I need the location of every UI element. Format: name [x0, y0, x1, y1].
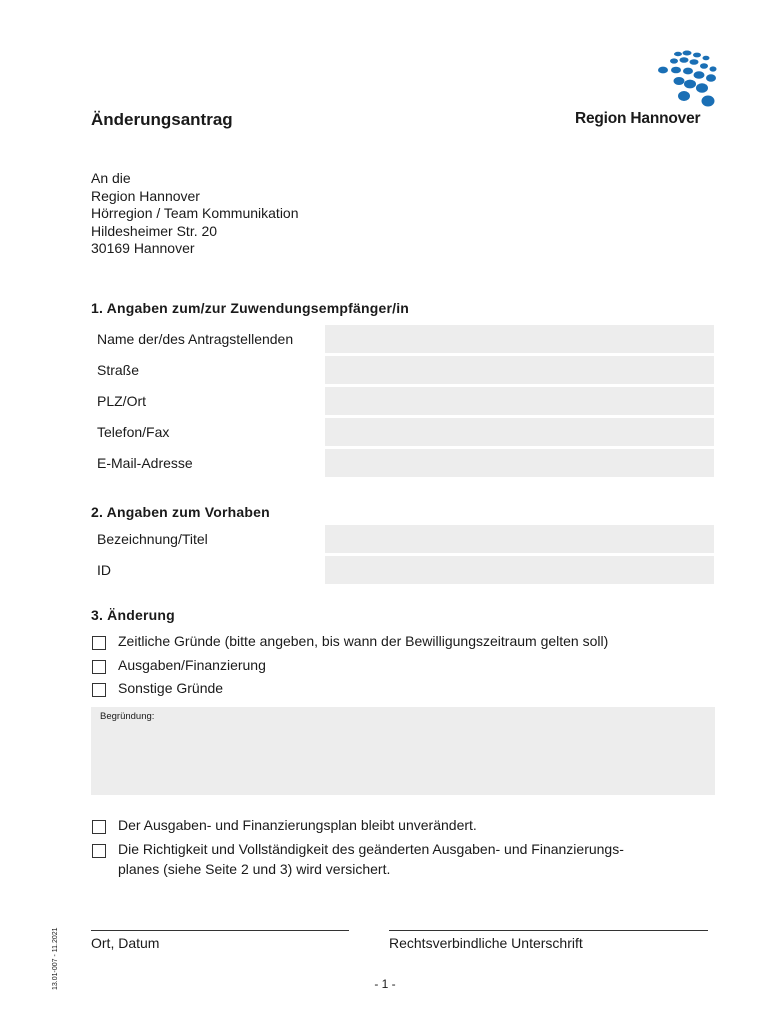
checkbox[interactable]: [92, 683, 106, 697]
page-number: - 1 -: [374, 977, 396, 991]
address-line: An die: [91, 170, 131, 186]
phone-fax-field[interactable]: [325, 418, 714, 446]
section1-heading: 1. Angaben zum/zur Zuwendungsempfänger/in: [91, 300, 410, 316]
field-label-street: Straße: [97, 362, 140, 378]
confirm-plan-unchanged[interactable]: [92, 818, 477, 835]
document-title: Änderungsantrag: [91, 110, 233, 129]
signature-line[interactable]: [389, 918, 708, 931]
confirmation-line: planes (siehe Seite 2 und 3) wird versichert.: [118, 861, 391, 877]
recipient-address: [91, 170, 299, 258]
field-label-title: Bezeichnung/Titel: [97, 531, 208, 547]
field-label-name: Name der/des Antragstellenden: [97, 331, 294, 347]
option-label: Zeitliche Gründe (bitte angeben, bis wann der Bewilligungszeitraum gelten soll): [118, 633, 609, 649]
section2-heading: 2. Angaben zum Vorhaben: [91, 504, 270, 520]
checkbox[interactable]: [92, 820, 106, 834]
option-other-reasons[interactable]: [92, 681, 223, 698]
option-label: Ausgaben/Finanzierung: [118, 657, 266, 673]
option-expenses-financing[interactable]: [92, 658, 266, 675]
project-id-field[interactable]: [325, 556, 714, 584]
checkbox[interactable]: [92, 636, 106, 650]
address-line: Hörregion / Team Kommunikation: [91, 205, 299, 222]
project-title-field[interactable]: [325, 525, 714, 553]
form-code: 13.01-007 - 11.2021: [52, 927, 59, 990]
section3-heading: 3. Änderung: [91, 607, 175, 623]
place-date-label: Ort, Datum: [91, 935, 160, 951]
reason-label: Begründung:: [100, 711, 155, 722]
reason-textarea[interactable]: [91, 707, 715, 795]
field-label-zip-city: PLZ/Ort: [97, 393, 147, 409]
field-label-phone-fax: Telefon/Fax: [97, 424, 170, 440]
region-hannover-logo-icon: [650, 48, 730, 110]
address-line: 30169 Hannover: [91, 240, 195, 257]
signature-label: Rechtsverbindliche Unterschrift: [389, 935, 583, 951]
confirmation-line: Die Richtigkeit und Vollständigkeit des geänderten Ausgaben- und Finanzierungs-: [118, 841, 624, 857]
confirm-correctness[interactable]: [92, 842, 624, 879]
checkbox[interactable]: [92, 844, 106, 858]
address-line: Region Hannover: [91, 187, 200, 204]
field-label-id: ID: [97, 562, 111, 578]
option-label: Sonstige Gründe: [118, 680, 224, 696]
place-date-line[interactable]: [91, 918, 349, 931]
confirmation-label: [118, 839, 624, 879]
address-line: Hildesheimer Str. 20: [91, 222, 218, 239]
confirmation-label: Der Ausgaben- und Finanzierungsplan bleibt unverändert.: [118, 817, 477, 833]
email-field[interactable]: [325, 449, 714, 477]
street-field[interactable]: [325, 356, 714, 384]
field-label-email: E-Mail-Adresse: [97, 455, 193, 471]
checkbox[interactable]: [92, 660, 106, 674]
option-time-reasons[interactable]: [92, 634, 608, 651]
zip-city-field[interactable]: [325, 387, 714, 415]
name-field[interactable]: [325, 325, 714, 353]
brand-name: Region Hannover: [575, 110, 701, 127]
